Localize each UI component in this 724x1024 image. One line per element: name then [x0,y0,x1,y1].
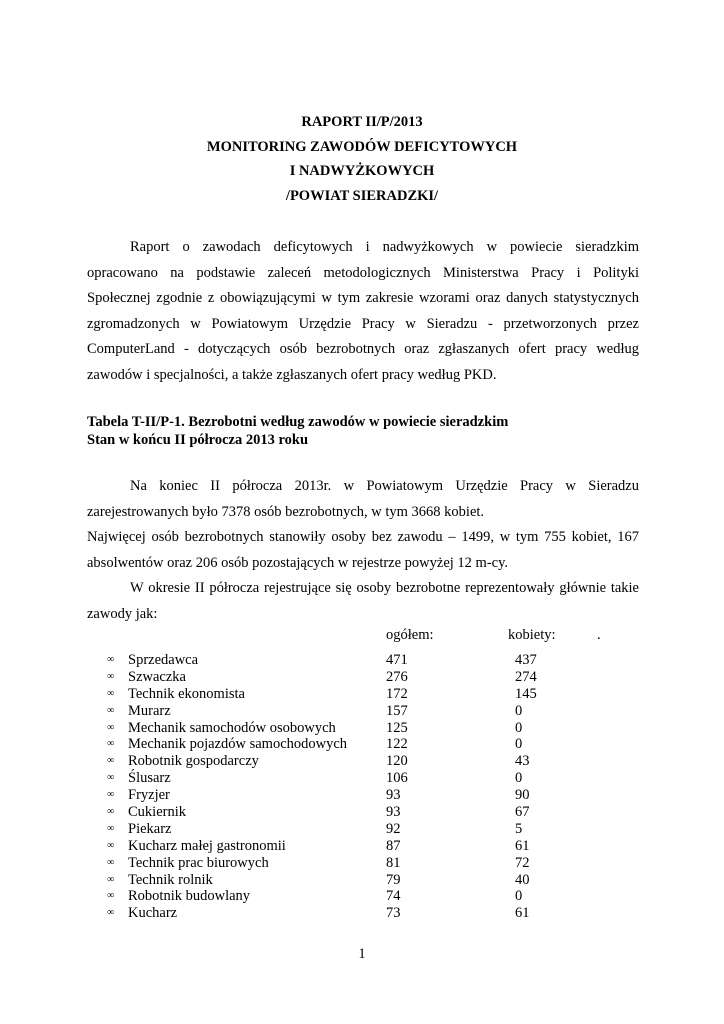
occupation-name: Robotnik gospodarczy [128,753,259,770]
list-item [0,905,724,922]
intro-line: opracowano na podstawie zaleceń metodologicznych Ministerstwa Pracy i Polityki [87,264,639,281]
occupation-list [0,652,724,922]
total-count: 276 [386,668,408,685]
bullet-icon: ∞ [107,654,115,665]
total-count: 122 [386,736,408,753]
total-count: 93 [386,787,401,804]
bullet-icon: ∞ [107,789,115,801]
total-count: 120 [386,753,408,770]
bullet-icon: ∞ [107,670,115,682]
occupation-name: Szwaczka [128,668,186,685]
page-number: 1 [358,946,366,962]
occupation-name: Cukiernik [128,804,186,821]
list-item [0,872,724,889]
total-count: 93 [386,804,401,821]
occupation-name: Ślusarz [128,770,171,787]
women-count: 5 [515,820,523,837]
list-item [0,770,724,787]
report-title: RAPORT II/P/2013 [301,114,423,130]
total-count: 157 [386,702,408,719]
women-count: 0 [515,888,523,905]
column-header-total: ogółem: [386,627,434,643]
total-count: 125 [386,719,408,736]
occupation-name: Mechanik pojazdów samochodowych [128,736,348,753]
bullet-icon: ∞ [107,873,115,885]
women-count: 90 [515,787,530,804]
women-count: 0 [515,770,523,787]
intro-line: zgromadzonych w Powiatowym Urzędzie Pracy w Sieradzu - przetworzonych przez [87,315,639,332]
intro-line: ComputerLand - dotyczących osób bezrobotnych oraz zgłaszanych ofert pracy według [87,341,639,357]
bullet-icon: ∞ [107,839,115,851]
list-item [0,804,724,821]
list-item [0,686,724,703]
list-item [0,855,724,872]
total-count: 106 [386,770,408,787]
list-item [0,669,724,686]
women-count: 67 [515,804,530,821]
bullet-icon: ∞ [107,772,115,784]
occupation-name: Technik rolnik [128,871,213,888]
summary-line: W okresie II półrocza rejestrujące się osoby bezrobotne reprezentowały głównie takie [130,580,639,596]
occupation-name: Kucharz [128,905,178,922]
bullet-icon: ∞ [107,806,115,818]
summary-paragraph [87,474,639,627]
occupation-name: Murarz [128,702,171,719]
list-item [0,703,724,720]
women-count: 274 [515,668,537,685]
women-count: 43 [515,753,530,770]
intro-paragraph [87,235,639,388]
report-title-line-2: MONITORING ZAWODÓW DEFICYTOWYCH [206,139,518,155]
column-header-women: kobiety: [508,627,556,643]
table-caption-line: Tabela T-II/P-1. Bezrobotni według zawodów w powiecie sieradzkim [87,414,509,430]
list-item [0,753,724,770]
summary-line: zarejestrowanych było 7378 osób bezrobotnych, w tym 3668 kobiet. [87,503,485,520]
total-count: 73 [386,905,401,922]
occupation-name: Robotnik budowlany [128,888,251,905]
list-item [0,736,724,753]
total-count: 471 [386,652,408,668]
intro-line: zawodów i specjalności, a także zgłaszanych ofert pracy według PKD. [87,366,497,383]
bullet-icon: ∞ [107,721,115,733]
list-item [0,838,724,855]
bullet-icon: ∞ [107,687,115,699]
list-item [0,720,724,737]
total-count: 79 [386,871,401,888]
bullet-icon: ∞ [107,890,115,902]
summary-line: Najwięcej osób bezrobotnych stanowiły osoby bez zawodu – 1499, w tym 755 kobiet, 167 [87,529,639,545]
bullet-icon: ∞ [107,856,115,868]
occupation-name: Sprzedawca [128,652,199,668]
women-count: 0 [515,702,523,719]
women-count: 145 [515,685,537,702]
women-count: 61 [515,837,530,854]
bullet-icon: ∞ [107,704,115,716]
column-header-dot: . [597,627,601,643]
list-item [0,888,724,905]
list-item [0,821,724,838]
women-count: 61 [515,905,530,922]
total-count: 87 [386,837,401,854]
women-count: 437 [515,652,537,668]
report-subtitle: /POWIAT SIERADZKI/ [285,188,439,204]
summary-line: Na koniec II półrocza 2013r. w Powiatowym Urzędzie Pracy w Sieradzu [130,478,639,494]
occupation-name: Technik prac biurowych [128,854,269,871]
women-count: 72 [515,854,530,871]
total-count: 81 [386,854,401,871]
bullet-icon: ∞ [107,822,115,834]
occupation-name: Mechanik samochodów osobowych [128,719,336,736]
intro-line: Raport o zawodach deficytowych i nadwyżkowych w powiecie sieradzkim [130,239,639,255]
bullet-icon: ∞ [107,738,115,750]
total-count: 74 [386,888,401,905]
summary-line: zawody jak: [87,605,158,622]
list-item [0,652,724,669]
report-title-line-3: I NADWYŻKOWYCH [289,163,435,179]
occupation-name: Kucharz małej gastronomii [128,837,286,854]
intro-line: Społecznej zgodnie z obowiązującymi w tym zakresie wzorami oraz danych statystycznych [87,290,639,306]
women-count: 40 [515,871,530,888]
bullet-icon: ∞ [107,755,115,767]
occupation-name: Piekarz [128,820,172,837]
occupation-name: Technik ekonomista [128,685,245,702]
women-count: 0 [515,736,523,753]
table-caption [87,413,508,449]
summary-line: absolwentów oraz 206 osób pozostających w rejestrze powyżej 12 m-cy. [87,554,509,571]
table-caption-line: Stan w końcu II półrocza 2013 roku [87,432,309,448]
total-count: 172 [386,685,408,702]
occupation-name: Fryzjer [128,787,170,804]
list-item [0,787,724,804]
total-count: 92 [386,820,401,837]
bullet-icon: ∞ [107,907,115,919]
women-count: 0 [515,719,523,736]
